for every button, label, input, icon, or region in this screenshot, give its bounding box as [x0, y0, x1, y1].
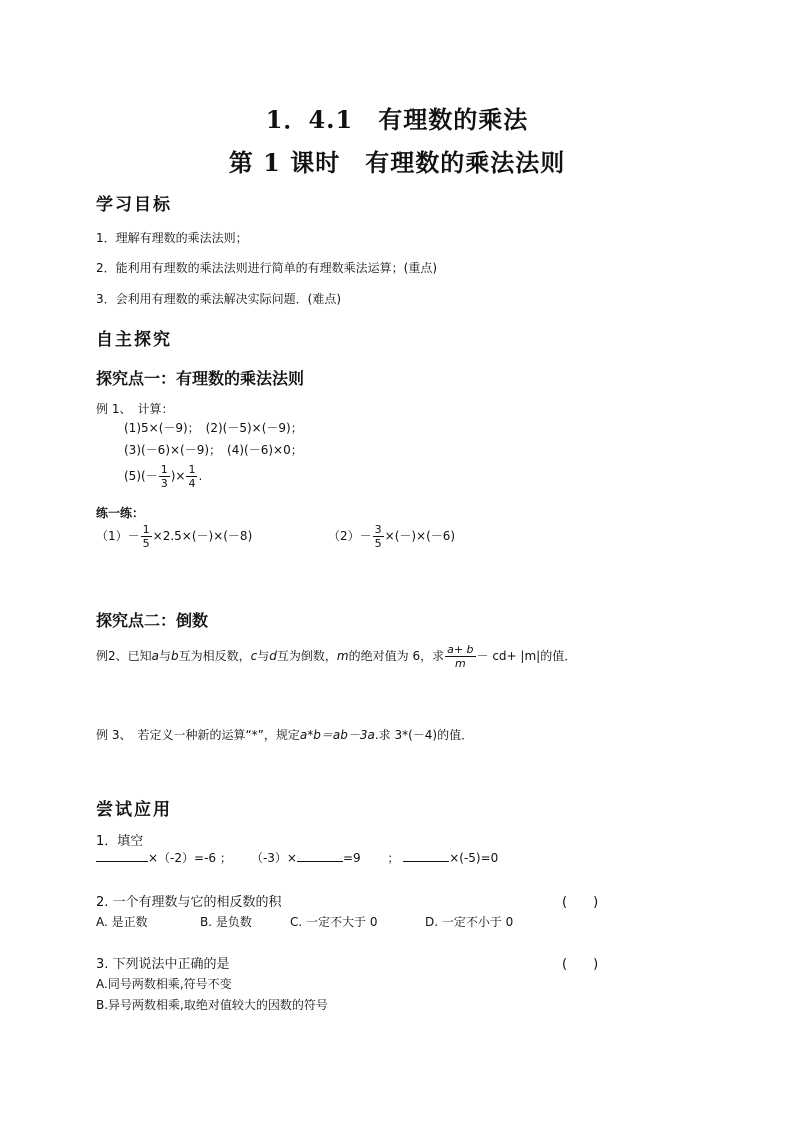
- question-1-label: 1．填空: [96, 834, 144, 849]
- question-2-option-a[interactable]: A. 是正数: [96, 915, 148, 929]
- example1-row-2: (3)(－6)×(－9)； (4)(－6)×0；: [124, 443, 303, 457]
- question-3-stem: 3. 下列说法中正确的是: [96, 957, 230, 972]
- question-2-stem: 2. 一个有理数与它的相反数的积: [96, 895, 282, 910]
- answer-blank[interactable]: [403, 849, 449, 862]
- question-3-option-a[interactable]: A.同号两数相乘,符号不变: [96, 977, 232, 991]
- fraction: $\frac{1}{4}$: [188, 463, 196, 490]
- lesson-subtitle: 第 1 课时 有理数的乘法法则: [228, 148, 566, 177]
- row5-prefix: (5)(－: [124, 469, 158, 483]
- explore-point2-heading: 探究点二：倒数: [96, 611, 209, 630]
- question-2-option-d[interactable]: D. 一定不小于 0: [425, 915, 514, 929]
- objective-item-1: 1．理解有理数的乘法法则；: [96, 231, 248, 245]
- practice-item-1: （1）－ $\frac{1}{5}$ ×2.5×(－)×(－8): [96, 523, 253, 550]
- example2: 例2、已知a与b互为相反数，c与d互为倒数，m的绝对值为 6，求 $\frac{a+ b}{m}$ － cd+ |m|的值．: [96, 643, 577, 670]
- apply-heading: 尝试应用: [96, 800, 172, 820]
- explore-point1-heading: 探究点一：有理数的乘法法则: [96, 369, 305, 388]
- question-3-option-b[interactable]: B.异号两数相乘,取绝对值较大的因数的符号: [96, 998, 328, 1012]
- answer-blank[interactable]: [297, 849, 343, 862]
- example1-row-3: (5)(－ $\frac{1}{3}$ )× $\frac{1}{4}$ .: [124, 463, 203, 490]
- example3: 例 3、 若定义一种新的运算“*”，规定a*b＝ab－3a.求 3*(－4)的值．: [96, 728, 474, 742]
- fraction: $\frac{1}{5}$: [142, 523, 150, 550]
- question-1-body: ×（-2）=-6 ； （-3）× =9 ； ×(-5)=0: [96, 849, 498, 866]
- question-2-option-c[interactable]: C. 一定不大于 0: [290, 915, 378, 929]
- fraction: $\frac{1}{3}$: [160, 463, 168, 490]
- practice-label: 练一练：: [96, 506, 145, 520]
- example1-row-1: (1)5×(－9)； (2)(－5)×(－9)；: [124, 421, 303, 435]
- lesson-title: 1．4.1 有理数的乘法: [265, 105, 529, 134]
- answer-blank[interactable]: [96, 849, 148, 862]
- fraction: $\frac{3}{5}$: [374, 523, 382, 550]
- question-2-option-b[interactable]: B. 是负数: [200, 915, 252, 929]
- fraction: $\frac{a+ b}{m}$: [447, 643, 474, 670]
- question-2-paren: ( ): [562, 895, 599, 910]
- objective-item-2: 2．能利用有理数的乘法法则进行简单的有理数乘法运算；(重点): [96, 261, 438, 275]
- example1-label: 例 1、 计算：: [96, 402, 174, 416]
- objective-item-3: 3．会利用有理数的乘法解决实际问题．(难点): [96, 292, 341, 306]
- practice-item-2: （2）－ $\frac{3}{5}$ ×(－)×(－6): [328, 523, 456, 550]
- question-3-paren: ( ): [562, 957, 599, 972]
- explore-heading: 自主探究: [96, 330, 172, 350]
- objectives-heading: 学习目标: [96, 195, 172, 215]
